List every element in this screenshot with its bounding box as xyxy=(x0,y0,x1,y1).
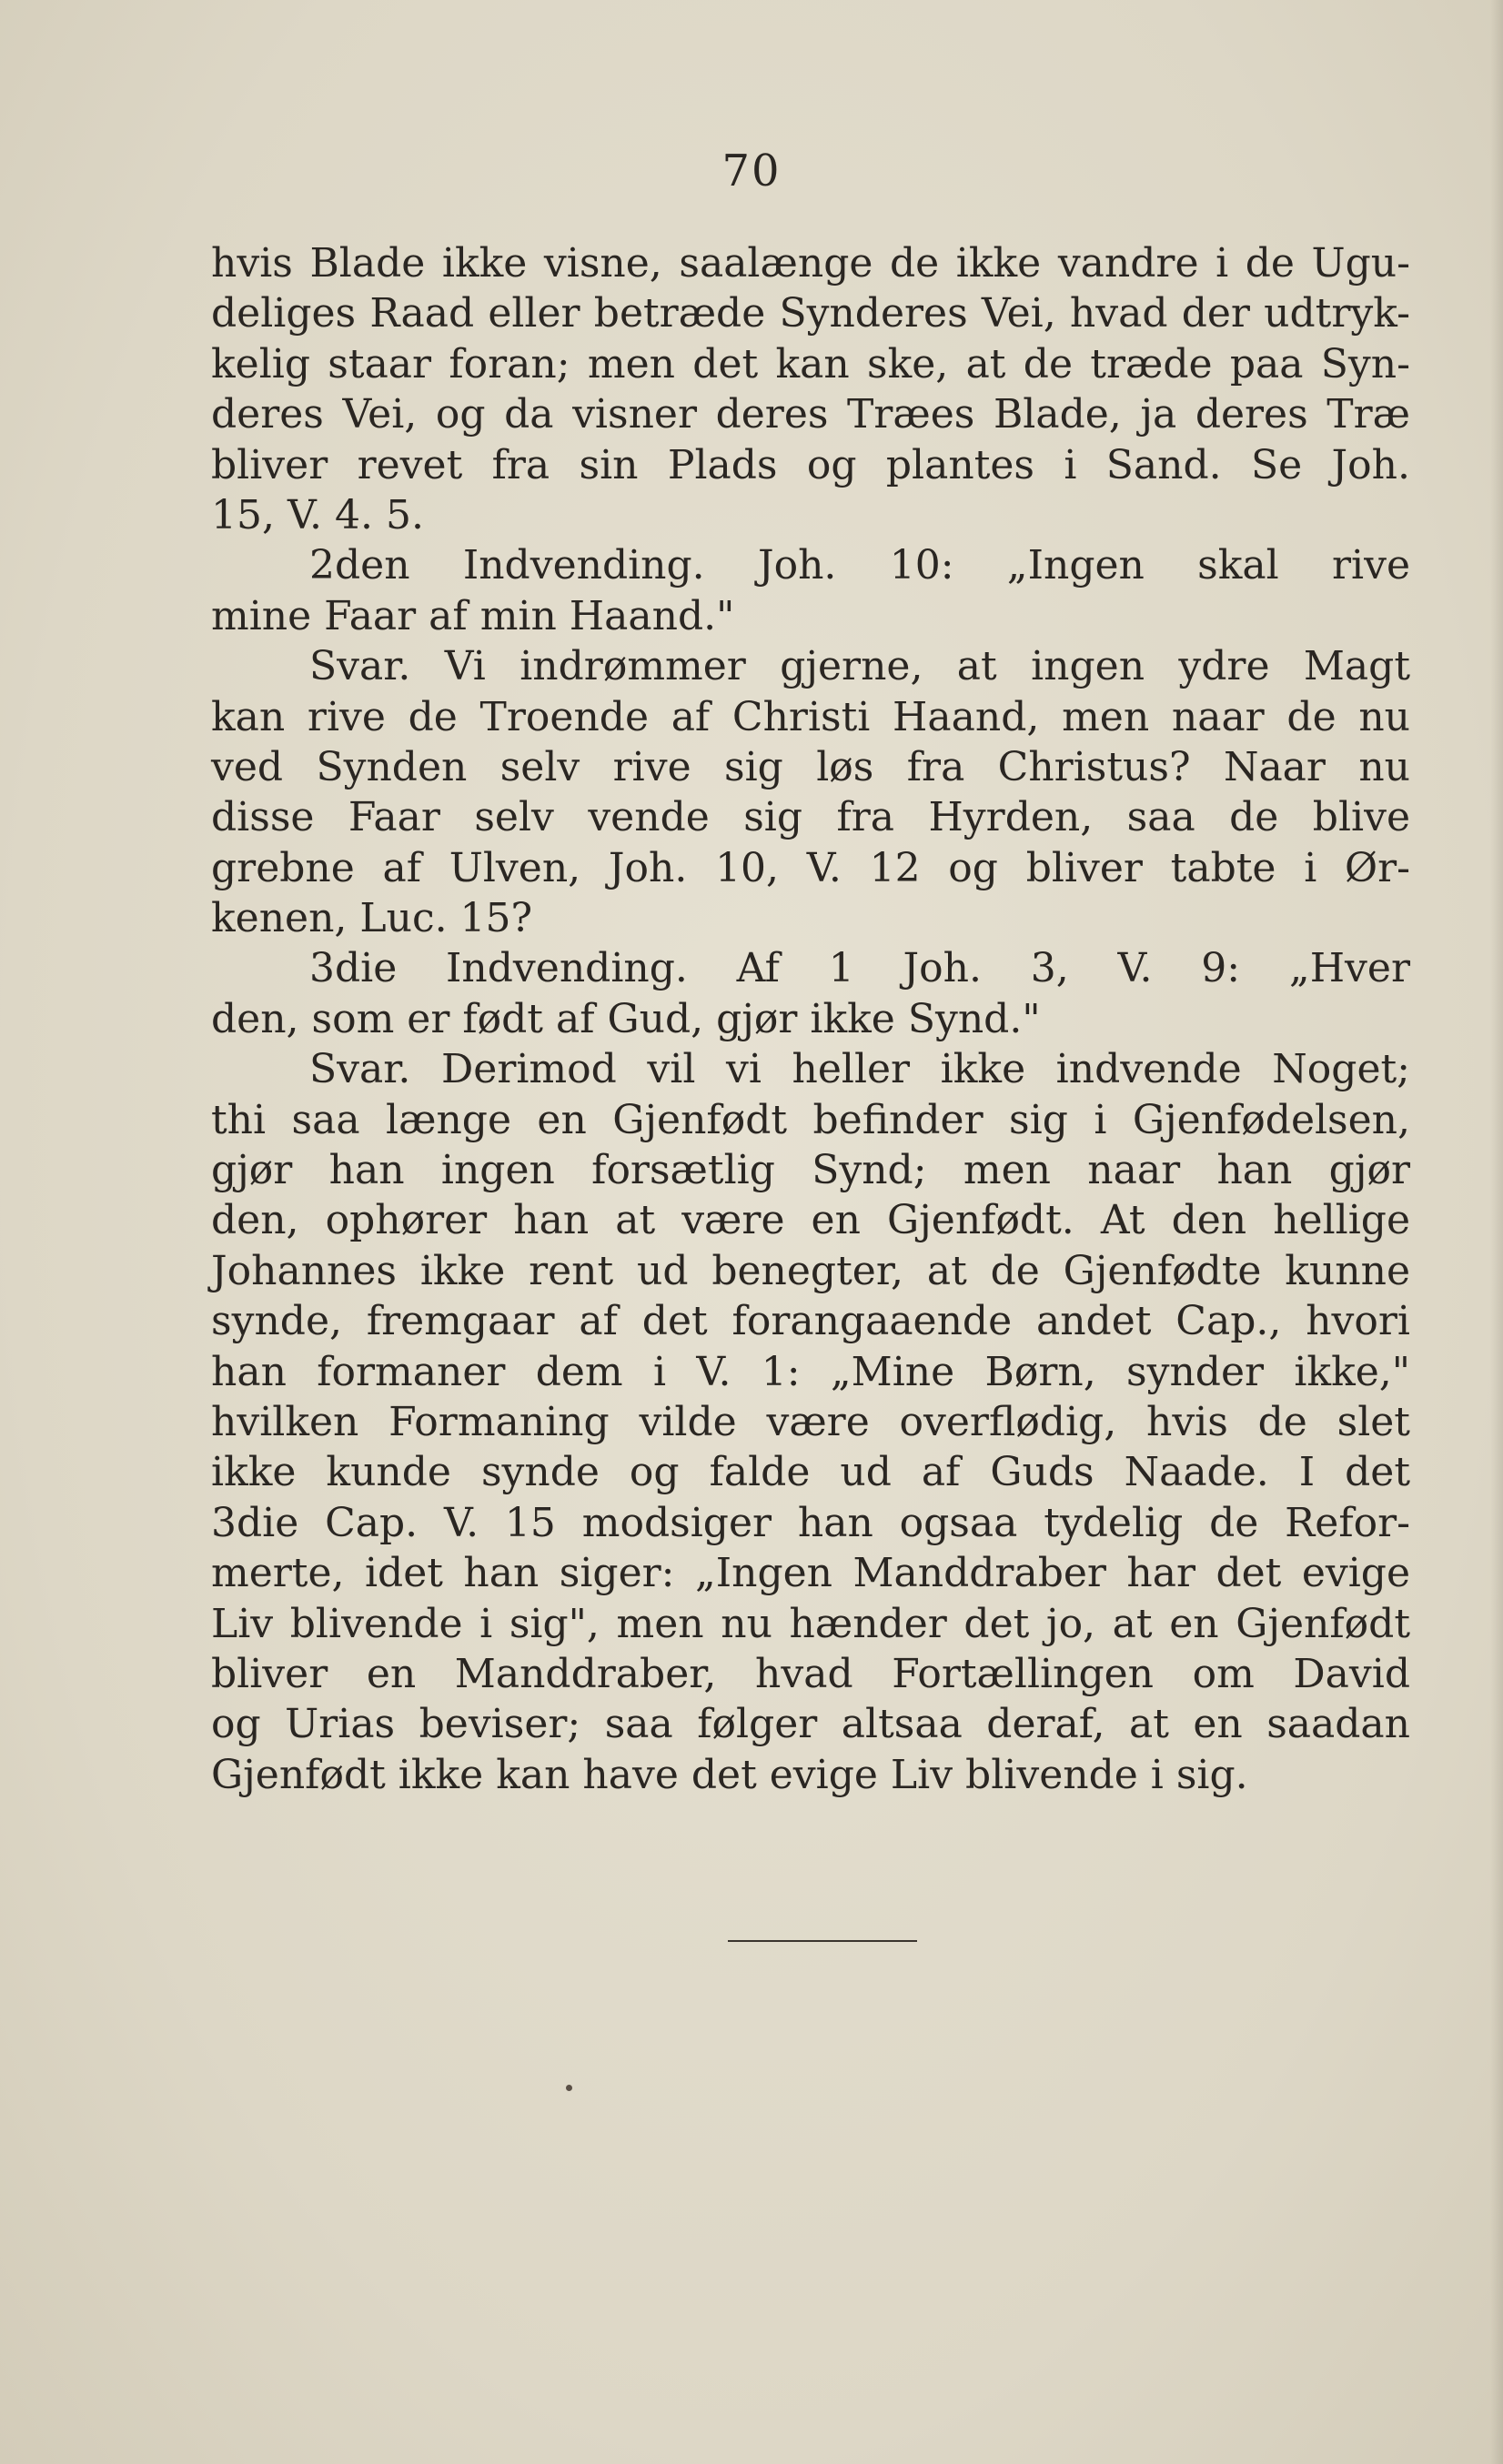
text-line: merte, idet han siger: „Ingen Manddraber har det evige xyxy=(211,1550,1410,1597)
text-line: Liv blivende i sig", men nu hænder det jo, at en Gjenfødt xyxy=(211,1600,1410,1647)
text-line: kan rive de Troende af Christi Haand, men naar de nu xyxy=(211,693,1410,740)
section-divider xyxy=(728,1940,917,1942)
text-line: den, som er født af Gud, gjør ikke Synd." xyxy=(211,995,1041,1042)
text-line: gjør han ingen forsætlig Synd; men naar han gjør xyxy=(211,1147,1410,1194)
body-text xyxy=(211,238,1410,1800)
ink-speck xyxy=(566,2085,572,2091)
text-line: mine Faar af min Haand." xyxy=(211,592,735,639)
text-line: thi saa længe en Gjenfødt befinder sig i Gjenfødelsen, xyxy=(211,1096,1410,1143)
text-line: deres Vei, og da visner deres Træes Blade, ja deres Træ xyxy=(211,391,1410,438)
answer-line: Svar. Derimod vil vi heller ikke indvende Noget; xyxy=(309,1046,1410,1093)
text-line: ved Synden selv rive sig løs fra Christus? Naar nu xyxy=(211,743,1410,790)
answer-line: Svar. Vi indrømmer gjerne, at ingen ydre Magt xyxy=(309,643,1410,690)
text-line: hvis Blade ikke visne, saalænge de ikke vandre i de Ugu- xyxy=(211,240,1410,287)
text-line: disse Faar selv vende sig fra Hyrden, saa de blive xyxy=(211,794,1410,841)
text-line: deliges Raad eller betræde Synderes Vei, hvad der udtryk- xyxy=(211,290,1410,337)
text-line: bliver en Manddraber, hvad Fortællingen om David xyxy=(211,1650,1410,1697)
text-line: og Urias beviser; saa følger altsaa deraf, at en saadan xyxy=(211,1701,1410,1748)
page-number: 70 xyxy=(721,146,782,196)
text-line: Gjenfødt ikke kan have det evige Liv blivende i sig. xyxy=(211,1751,1248,1798)
text-line: 3die Cap. V. 15 modsiger han ogsaa tydelig de Refor- xyxy=(211,1499,1410,1546)
text-line: kenen, Luc. 15? xyxy=(211,895,533,942)
text-line: grebne af Ulven, Joh. 10, V. 12 og bliver tabte i Ør- xyxy=(211,844,1410,891)
text-line: bliver revet fra sin Plads og plantes i Sand. Se Joh. xyxy=(211,441,1410,488)
page-edge-shadow xyxy=(1490,0,1503,2464)
text-line: den, ophører han at være en Gjenfødt. At den hellige xyxy=(211,1197,1410,1244)
text-line: hvilken Formaning vilde være overflødig, hvis de slet xyxy=(211,1398,1410,1445)
paragraph-heading: 2den Indvending. Joh. 10: „Ingen skal rive xyxy=(309,542,1410,589)
text-line: han formaner dem i V. 1: „Mine Børn, synder ikke," xyxy=(211,1348,1410,1395)
paragraph-heading: 3die Indvending. Af 1 Joh. 3, V. 9: „Hver xyxy=(309,945,1410,992)
text-line: synde, fremgaar af det forangaaende andet Cap., hvori xyxy=(211,1298,1410,1345)
text-line: 15, V. 4. 5. xyxy=(211,491,424,538)
text-line: Johannes ikke rent ud benegter, at de Gjenfødte kunne xyxy=(211,1247,1410,1294)
text-line: ikke kunde synde og falde ud af Guds Naade. I det xyxy=(211,1449,1410,1496)
text-line: kelig staar foran; men det kan ske, at de træde paa Syn- xyxy=(211,340,1410,387)
